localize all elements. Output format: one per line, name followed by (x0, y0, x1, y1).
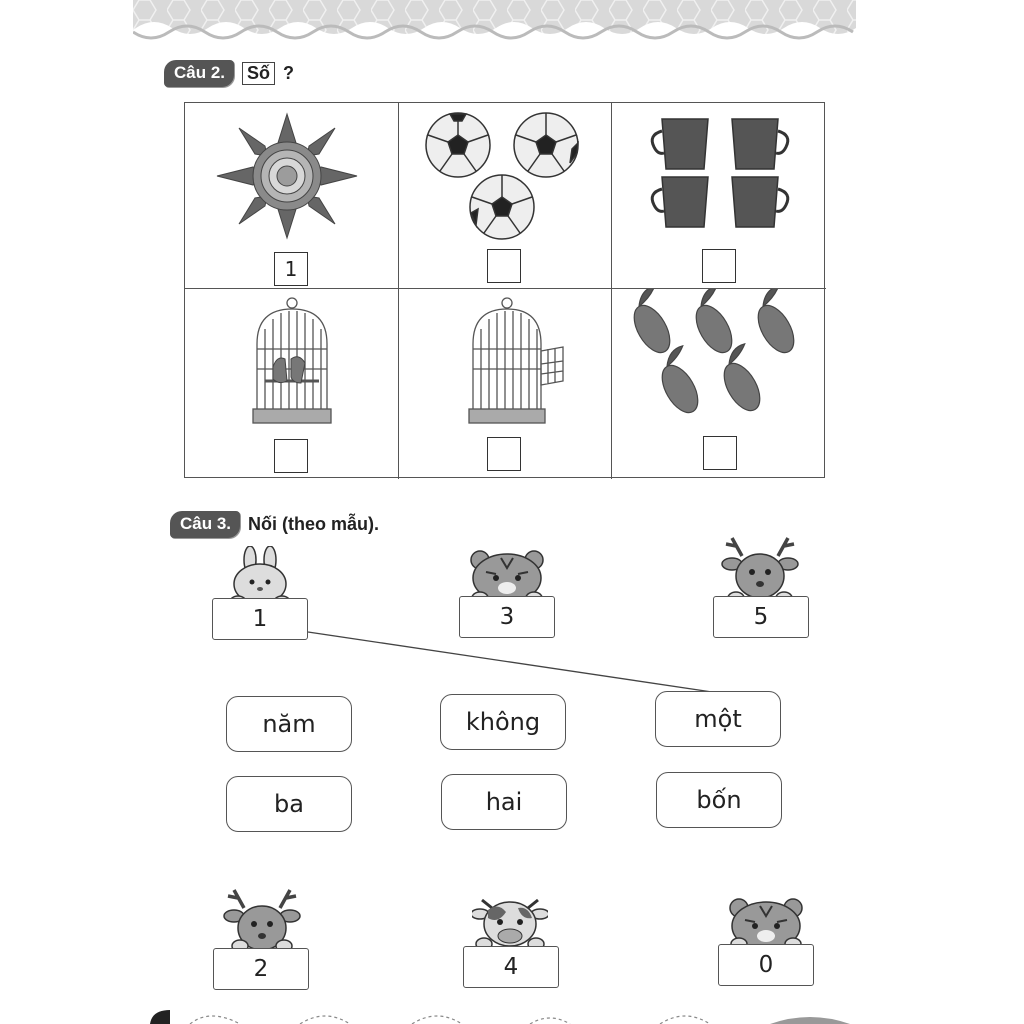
bottom-number-card-4[interactable]: 4 (463, 946, 559, 988)
top-number-card-1[interactable]: 1 (212, 598, 308, 640)
deer-icon (222, 886, 302, 952)
word-card-khong[interactable]: không (440, 694, 566, 750)
answer-box-flower[interactable]: 1 (274, 252, 308, 286)
word-card-bon[interactable]: bốn (656, 772, 782, 828)
question-3-badge: Câu 3. (170, 511, 240, 538)
word-card-hai[interactable]: hai (441, 774, 567, 830)
question-2-prompt-boxed: Số (242, 62, 275, 85)
question-2-prompt-rest: ? (283, 63, 295, 83)
top-number-card-5[interactable]: 5 (713, 596, 809, 638)
bottom-number-card-2[interactable]: 2 (213, 948, 309, 990)
word-card-nam[interactable]: năm (226, 696, 352, 752)
question-2-badge: Câu 2. (164, 60, 234, 87)
footer-decoration (150, 1006, 870, 1024)
word-card-mot[interactable]: một (655, 691, 781, 747)
top-number-card-3[interactable]: 3 (459, 596, 555, 638)
question-3-prompt: Nối (theo mẫu). (248, 514, 380, 534)
bottom-number-card-0[interactable]: 0 (718, 944, 814, 986)
cow-icon (472, 898, 548, 952)
deer-icon (720, 534, 800, 604)
word-card-ba[interactable]: ba (226, 776, 352, 832)
